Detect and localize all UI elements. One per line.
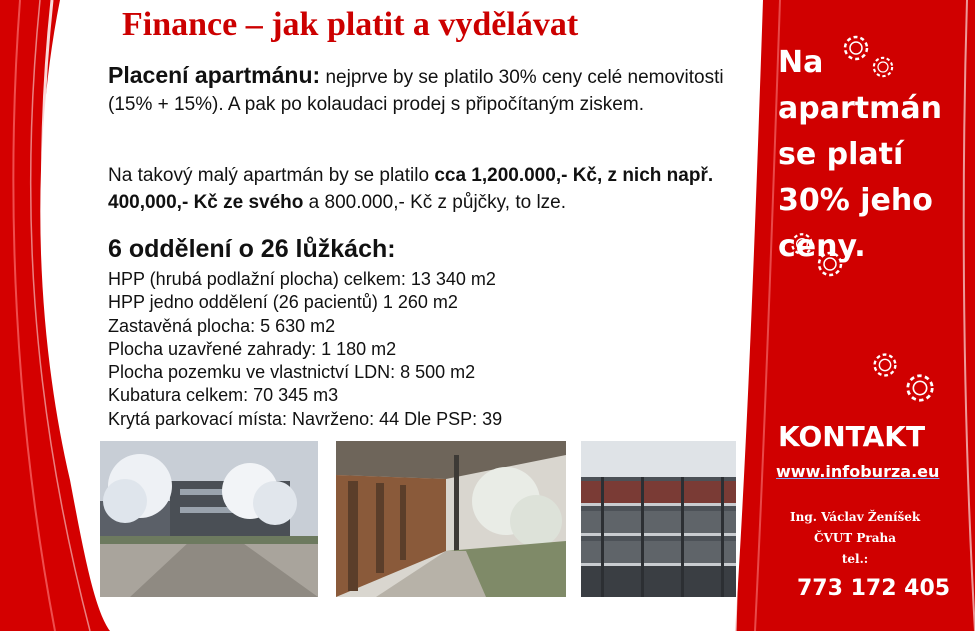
sidebar-line: 30% jeho [778, 183, 933, 218]
list-item: Plocha uzavřené zahrady: 1 180 m2 [108, 338, 397, 359]
courtyard-photo [100, 441, 318, 597]
contact-phone: 773 172 405 [797, 576, 951, 601]
list-item: Krytá parkovací místa: Navrženo: 44 Dle PSP: 39 [108, 408, 503, 429]
price-text-c: a 800.000,- Kč z půjčky, to lze. [303, 192, 567, 213]
contact-heading: KONTAKT [778, 420, 926, 453]
arcade-photo [336, 441, 566, 597]
list-item: Kubatura celkem: 70 345 m3 [108, 385, 339, 406]
sidebar-line: Na [778, 45, 824, 80]
payment-text: nejprve by se platilo 30% ceny celé nemovitosti (15% + 15%). A pak po kolaudaci prodej s připočítaným ziskem. [108, 67, 724, 115]
sidebar-message [778, 40, 968, 270]
departments-heading: 6 oddělení o 26 lůžkách: [108, 235, 396, 263]
facade-photo [581, 441, 736, 597]
payment-heading: Placení apartmánu: [108, 62, 321, 88]
left-decorative-swoosh [0, 0, 110, 631]
price-text-bold: cca 1,200.000,- Kč, z nich např. 400,000,- Kč ze svého [108, 165, 714, 213]
list-item: HPP jedno oddělení (26 pacientů) 1 260 m2 [108, 292, 458, 313]
price-text-a: Na takový malý apartmán by se platilo [108, 165, 435, 186]
payment-paragraph [108, 62, 738, 118]
price-paragraph [108, 162, 738, 216]
sidebar-line: se platí [778, 137, 904, 172]
gear-icon [868, 348, 902, 382]
facts-list [108, 268, 502, 431]
list-item: Plocha pozemku ve vlastnictví LDN: 8 500 m2 [108, 362, 476, 383]
website-link[interactable]: www.infoburza.eu [776, 462, 940, 481]
sidebar-line: ceny. [778, 229, 866, 264]
list-item: Zastavěná plocha: 5 630 m2 [108, 315, 336, 336]
sidebar-line: apartmán [778, 91, 942, 126]
contact-org: ČVUT Praha [813, 531, 897, 545]
contact-name: Ing. Václav Ženíšek [790, 510, 921, 524]
gear-icon [900, 368, 940, 408]
list-item: HPP (hrubá podlažní plocha) celkem: 13 340 m2 [108, 269, 496, 289]
contact-tel-label: tel.: [841, 552, 869, 566]
slide-title: Finance – jak platit a vydělávat [122, 6, 579, 43]
